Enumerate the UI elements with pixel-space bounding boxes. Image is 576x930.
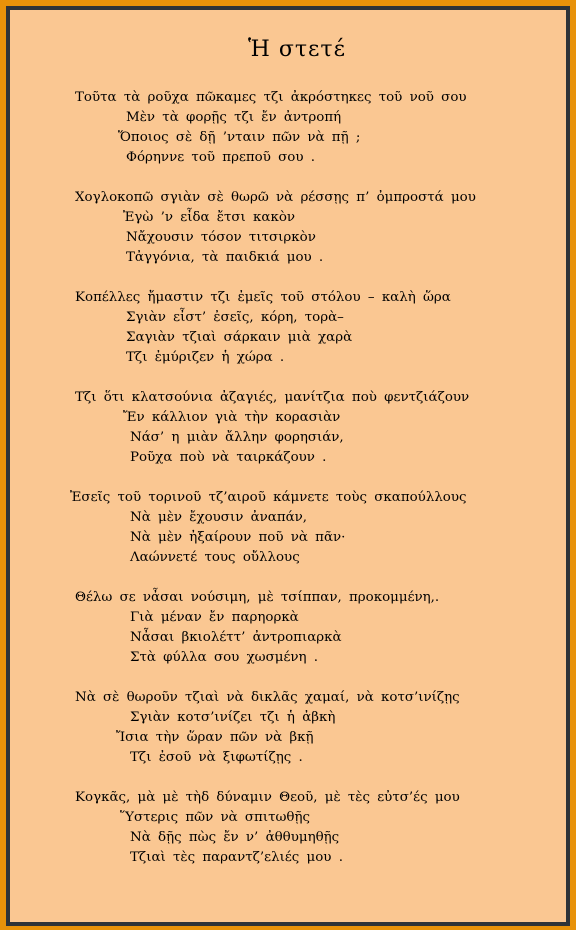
stanza-7-line-1: Νὰ σὲ θωροῦν τζιαὶ νὰ δικλᾶς χαμαί, νὰ κοτσ’ινίζῃς: [75, 690, 460, 705]
stanza-1-line-4: Φόρηννε τοῦ πρεποῦ σου .: [126, 150, 316, 165]
stanza-4-line-1: Τζι ὅτι κλατσούνια ἀζαγιές, μανίτζια ποὺ φεντζιάζουν: [75, 390, 470, 405]
stanza-7-line-4: Τζι ἐσοῦ νὰ ξιφωτίζῃς .: [130, 750, 303, 765]
poem-title: Ἡ στετέ: [248, 37, 346, 62]
stanza-5-line-4: Λαώννετέ τους οὔλλους: [130, 550, 300, 565]
stanza-2-line-1: Χογλοκοπῶ σγιὰν σὲ θωρῶ νὰ ρέσσῃς π’ ὀμπροστά μου: [75, 190, 476, 205]
stanza-3-line-1: Κοπέλλες ἤμαστιν τζι ἐμεῖς τοῦ στόλου – καλὴ ὥρα: [75, 290, 451, 305]
stanza-6-line-1: Θέλω σε νἆσαι νούσιμη, μὲ τσίππαν, προκομμένη,.: [75, 590, 440, 605]
stanza-2-line-2: Ἐγὼ ’ν εἶδα ἔτσι κακὸν: [123, 210, 296, 225]
stanza-1-line-3: Ὅποιος σὲ δῇ ’νταιν πῶν νὰ πῇ ;: [118, 130, 361, 145]
stanza-1-line-1: Τοῦτα τὰ ροῦχα πῶκαμες τζι ἀκρόστηκες τοῦ νοῦ σου: [75, 90, 467, 105]
stanza-8-line-4: Τζιαὶ τὲς παραντζ’ελιές μου .: [130, 850, 343, 865]
stanza-6-line-3: Νἆσαι βκιολέττ’ ἀντροπιαρκὰ: [130, 630, 342, 645]
stanza-7-line-2: Σγιὰν κοτσ’ινίζει τζι ἡ ἀβκὴ: [130, 710, 336, 725]
stanza-2-line-4: Τἀγγόνια, τὰ παιδκιά μου .: [126, 250, 324, 265]
stanza-3-line-4: Τζι ἐμύριζεν ἡ χώρα .: [126, 350, 285, 365]
stanza-2-line-3: Νἄχουσιν τόσον τιτσιρκὸν: [126, 230, 316, 245]
stanza-8-line-1: Κογκᾶς, μὰ μὲ τὴδ δύναμιν Θεοῦ, μὲ τὲς εὐτσ’ές μου: [75, 790, 460, 805]
stanza-3-line-2: Σγιὰν εἶστ’ ἐσεῖς, κόρη, τορὰ–: [126, 310, 344, 325]
stanza-4-line-2: Ἔν κάλλιον γιὰ τὴν κορασιὰν: [123, 410, 341, 425]
stanza-8-line-2: Ὕστερις πῶν νὰ σπιτωθῇς: [120, 810, 311, 825]
stanza-5-line-1: Ἐσεῖς τοῦ τορινοῦ τζ’αιροῦ κάμνετε τοὺς σκαπούλλους: [70, 490, 467, 505]
stanza-4-line-4: Ροῦχα ποὺ νὰ ταιρκάζουν .: [130, 450, 327, 465]
stanza-8-line-3: Νὰ δῇς πὼς ἔν ν’ ἀθθυμηθῇς: [130, 830, 340, 845]
stanza-3-line-3: Σαγιὰν τζιαὶ σάρκαιν μιὰ χαρὰ: [126, 330, 353, 345]
poem-frame: [6, 6, 570, 926]
stanza-6-line-2: Γιὰ μέναν ἔν παρηορκὰ: [130, 610, 299, 625]
stanza-6-line-4: Στὰ φύλλα σου χωσμένη .: [130, 650, 319, 665]
stanza-4-line-3: Νάσ’ η μιὰν ἄλλην φορησιάν,: [130, 430, 344, 445]
stanza-5-line-3: Νὰ μὲν ἠξαίρουν ποῦ νὰ πᾶν·: [130, 530, 346, 545]
stanza-7-line-3: Ἴσια τὴν ὥραν πῶν νὰ βκῇ: [116, 730, 314, 745]
stanza-5-line-2: Νὰ μὲν ἔχουσιν ἀναπάν,: [130, 510, 308, 525]
stanza-1-line-2: Μὲν τὰ φορῇς τζι ἔν ἀντροπή: [126, 110, 342, 125]
